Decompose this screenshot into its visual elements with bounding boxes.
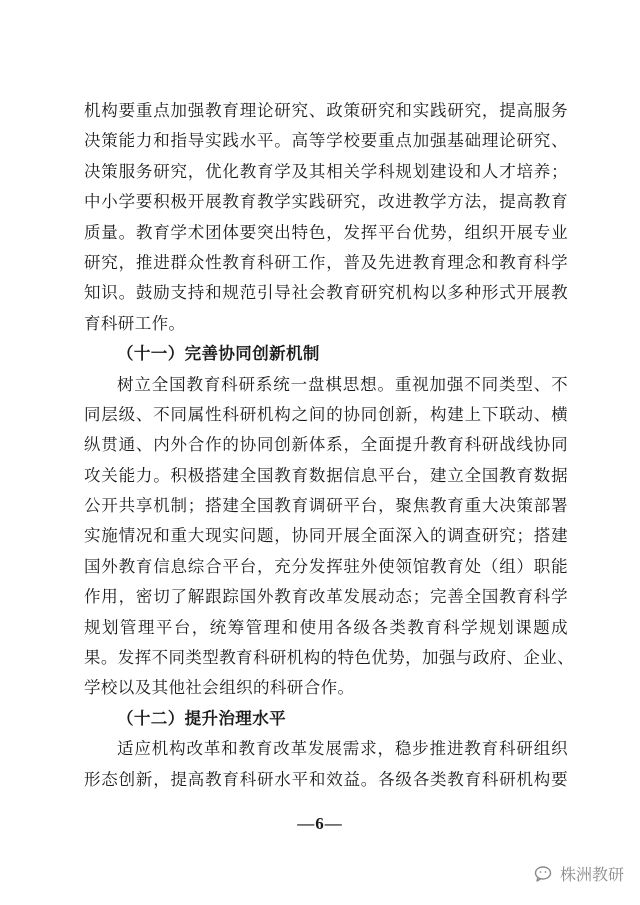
paragraph-line: 国外教育信息综合平台，充分发挥驻外使领馆教育处（组）职能 bbox=[84, 556, 568, 576]
wechat-icon bbox=[534, 865, 556, 883]
paragraph-line: 果。发挥不同类型教育科研机构的特色优势，加强与政府、企业、 bbox=[84, 648, 575, 668]
paragraph-line: 纵贯通、内外合作的协同创新体系，全面提升教育科研战线协同 bbox=[84, 435, 568, 455]
watermark bbox=[534, 862, 624, 885]
paragraph-line: 适应机构改革和教育改革发展需求，稳步推进教育科研组织 bbox=[117, 739, 568, 759]
paragraph-line: 规划管理平台，统筹管理和使用各级各类教育科学规划课题成 bbox=[84, 617, 568, 637]
paragraph-line: 同层级、不同属性科研机构之间的协同创新，构建上下联动、横 bbox=[84, 404, 568, 424]
paragraph-line: 中小学要积极开展教育教学实践研究，改进教学方法，提高教育 bbox=[84, 192, 568, 212]
page-number: —6— bbox=[297, 814, 343, 833]
section-heading-12: （十二）提升治理水平 bbox=[117, 708, 286, 728]
paragraph-line: 质量。教育学术团体要突出特色，发挥平台优势，组织开展专业 bbox=[84, 222, 568, 242]
paragraph-line: 形态创新，提高教育科研水平和效益。各级各类教育科研机构要 bbox=[84, 769, 568, 789]
paragraph-line: 树立全国教育科研系统一盘棋思想。重视加强不同类型、不 bbox=[117, 374, 568, 394]
paragraph-line: 实施情况和重大现实问题，协同开展全面深入的调查研究；搭建 bbox=[84, 526, 568, 546]
paragraph-line: 机构要重点加强教育理论研究、政策研究和实践研究，提高服务 bbox=[84, 101, 568, 120]
paragraph-line: 知识。鼓励支持和规范引导社会教育研究机构以多种形式开展教 bbox=[84, 283, 568, 303]
paragraph-line: 育科研工作。 bbox=[84, 313, 186, 333]
watermark-text: 株洲教研 bbox=[559, 865, 624, 884]
paragraph-line: 决策能力和指导实践水平。高等学校要重点加强基础理论研究、 bbox=[84, 131, 568, 151]
paragraph-line: 攻关能力。积极搭建全国教育数据信息平台，建立全国教育数据 bbox=[84, 465, 568, 485]
section-heading-11: （十一）完善协同创新机制 bbox=[117, 344, 320, 364]
paragraph-line: 决策服务研究，优化教育学及其相关学科规划建设和人才培养； bbox=[84, 161, 568, 181]
paragraph-line: 研究，推进群众性教育科研工作，普及先进教育理念和教育科学 bbox=[84, 252, 568, 272]
paragraph-line: 作用，密切了解跟踪国外教育改革发展动态；完善全国教育科学 bbox=[84, 587, 568, 607]
paragraph-line: 公开共享机制；搭建全国教育调研平台，聚焦教育重大决策部署 bbox=[84, 496, 568, 516]
paragraph-line: 学校以及其他社会组织的科研合作。 bbox=[84, 678, 355, 698]
body-text bbox=[84, 96, 575, 795]
